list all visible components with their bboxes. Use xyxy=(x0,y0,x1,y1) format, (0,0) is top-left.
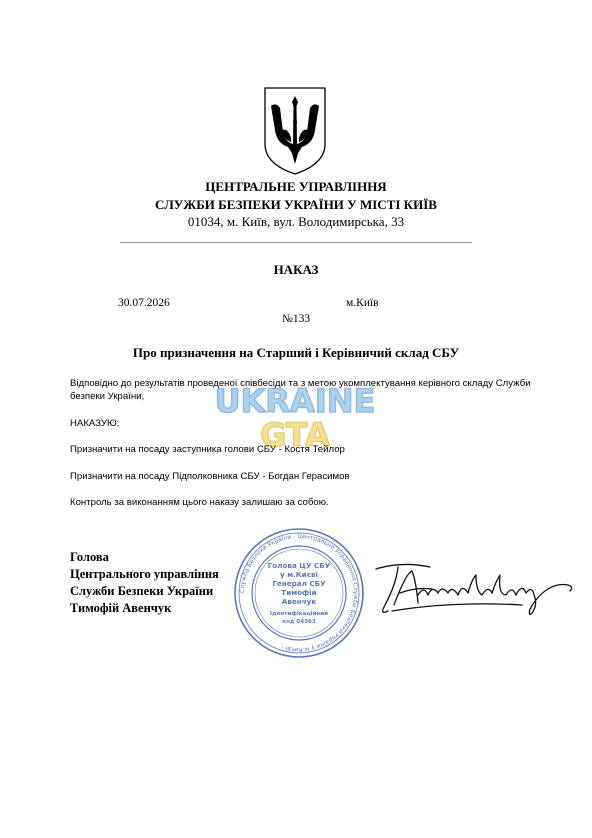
organization-address: 01034, м. Київ, вул. Володимирська, 33 xyxy=(187,214,405,229)
signatory-block xyxy=(70,549,219,617)
organization-name-line1: ЦЕНТРАЛЬНЕ УПРАВЛІННЯ xyxy=(205,179,387,194)
organization-name-line2: СЛУЖБИ БЕЗПЕКИ УКРАЇНИ У МІСТІ КИЇВ xyxy=(155,197,437,212)
stamp-inner-line3: Генерал СБУ xyxy=(272,579,326,588)
body-paragraph-control: Контроль за виконанням цього наказу залишаю за собою. xyxy=(70,497,329,508)
order-city: м.Київ xyxy=(346,297,379,309)
signatory-name: Тимофій Авенчук xyxy=(70,601,172,615)
watermark-line2: GTA xyxy=(260,416,330,454)
order-number: №133 xyxy=(281,313,311,325)
body-paragraph-appointment-2: Призначити на посаду Підполковника СБУ - Богдан Герасимов xyxy=(70,471,350,482)
header-divider xyxy=(120,242,472,243)
handwritten-signature xyxy=(372,555,577,623)
stamp-outer-text: Служба Безпеки України · Центральне Управління Служби Безпеки України у м.Києві · xyxy=(238,532,360,654)
signatory-position-line2: Центрального управління xyxy=(70,567,219,581)
stamp-inner-line5: Авенчук xyxy=(281,597,317,606)
stamp-inner-line6: Ідентифікаційний xyxy=(269,611,329,617)
signatory-position-line3: Служби Безпеки України xyxy=(70,584,214,598)
official-stamp-seal xyxy=(232,526,366,660)
order-subject: Про призначення на Старший і Керівничий склад СБУ xyxy=(132,345,460,360)
watermark-line1: UKRAINE xyxy=(214,382,376,420)
stamp-inner-line4: Тимофій xyxy=(281,588,317,597)
document-type: НАКАЗ xyxy=(273,262,319,277)
stamp-inner-line7: код 04363 xyxy=(282,619,316,625)
order-date: 30.07.2026 xyxy=(118,297,170,309)
body-paragraph-appointment-1: Призначити на посаду заступника голови СБУ - Костя Тейлор xyxy=(70,444,345,455)
signatory-position-line1: Голова xyxy=(70,550,109,564)
stamp-inner-line2: у м.Києві xyxy=(280,570,318,579)
body-paragraph-basis: Відповідно до результатів проведеної співбесіди та з метою укомплектування керівного складу Служби безпеки України, xyxy=(70,378,531,402)
trident-coat-of-arms-icon xyxy=(262,86,328,176)
body-paragraph-order-word: НАКАЗУЮ: xyxy=(70,418,120,429)
stamp-inner-line1: Голова ЦУ СБУ xyxy=(267,561,331,570)
